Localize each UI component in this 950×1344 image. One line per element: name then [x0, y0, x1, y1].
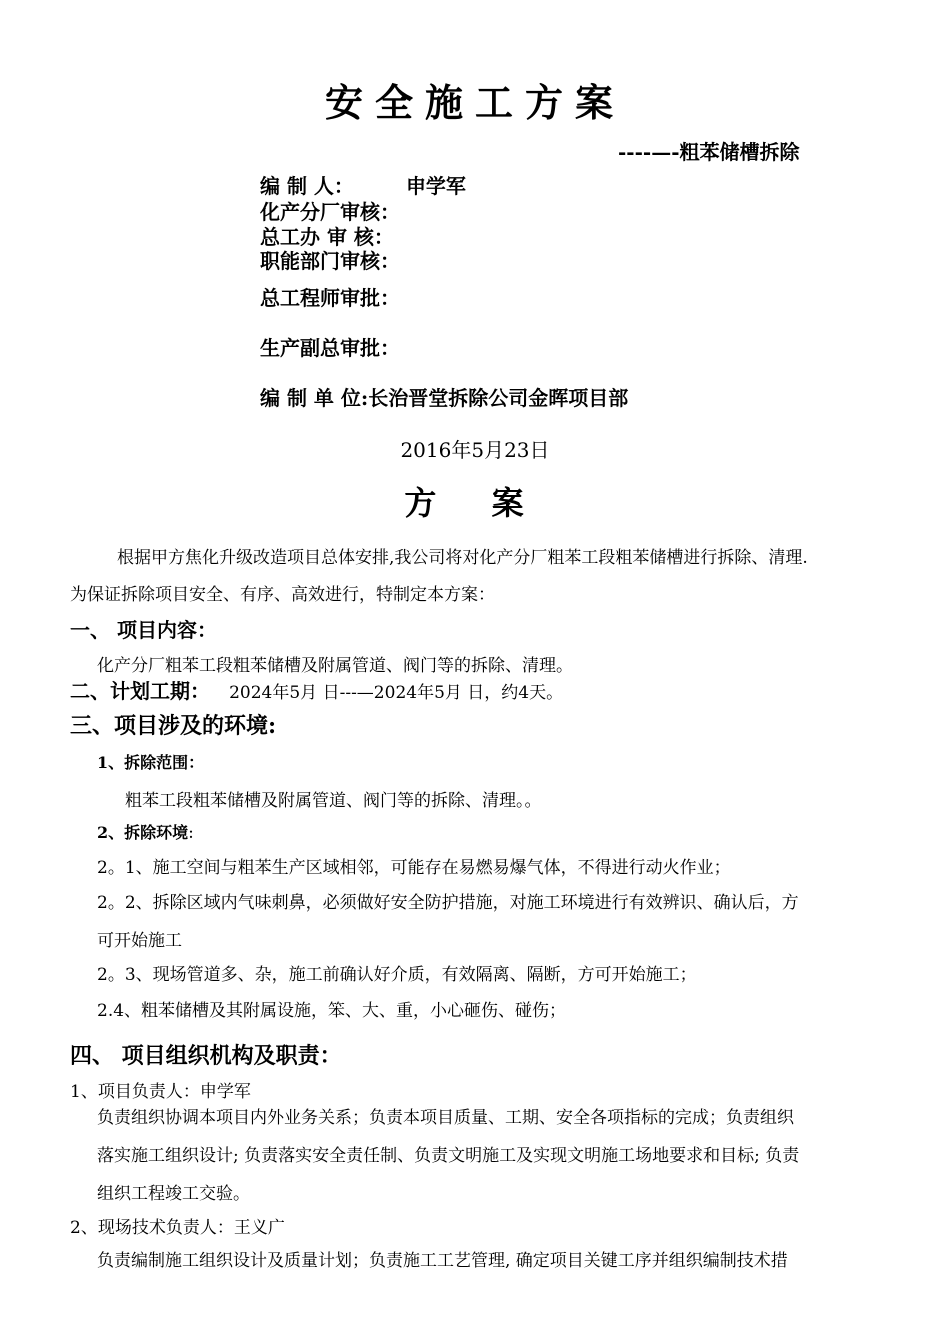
- document-subtitle: ----—-粗苯储槽拆除: [618, 140, 800, 164]
- section3-heading: 三、项目涉及的环境:: [70, 713, 277, 739]
- role1-title: 1、项目负责人：申学军: [70, 1082, 251, 1102]
- env-item-4: 2.4、粗苯储槽及其附属设施，笨、大、重，小心砸伤、碰伤；: [97, 1001, 567, 1021]
- env-item-3: 2。3、现场管道多、杂，施工前确认好介质，有效隔离、隔断，方可开始施工；: [97, 965, 697, 985]
- role2-line-1: 负责编制施工组织设计及质量计划；负责施工工艺管理, 确定项目关键工序并组织编制技术措: [97, 1251, 788, 1271]
- factory-review-label: 化产分厂审核：: [260, 200, 400, 224]
- env-item-2b: 可开始施工: [97, 931, 182, 951]
- section3-sub1-text: 粗苯工段粗苯储槽及附属管道、阀门等的拆除、清理。。: [125, 791, 542, 811]
- unit-label: 编 制 单 位:: [260, 386, 369, 410]
- section1-heading: 一、 项目内容：: [70, 618, 217, 642]
- section3-sub1-heading: 1、拆除范围：: [97, 753, 205, 772]
- chief-engineer-label: 总工程师审批：: [260, 286, 400, 310]
- role2-title: 2、现场技术负责人：王义广: [70, 1218, 285, 1238]
- plan-heading: 方 案: [404, 484, 546, 522]
- section3-sub2-heading: 2、拆除环境: [97, 823, 189, 842]
- section2-line: [70, 675, 563, 704]
- compiler-label: 编 制 人：: [260, 174, 354, 198]
- compiler-name: 申学军: [405, 174, 466, 198]
- document-date: 2016年5月23日: [400, 438, 550, 462]
- chief-office-review-label: 总工办 审 核：: [260, 225, 394, 249]
- dept-review-label: 职能部门审核：: [260, 249, 400, 273]
- intro-line-2: 为保证拆除项目安全、有序、高效进行，特制定本方案：: [70, 585, 495, 605]
- role1-line-2: 落实施工组织设计; 负责落实安全责任制、负责文明施工及实现文明施工场地要求和目标; 负责: [97, 1146, 800, 1166]
- section1-text: 化产分厂粗苯工段粗苯储槽及附属管道、阀门等的拆除、清理。: [97, 656, 573, 676]
- section3-sub2-line: [97, 820, 194, 843]
- document-title: 安全施工方案: [324, 80, 625, 125]
- env-item-2a: 2。2、拆除区域内气味刺鼻，必须做好安全防护措施，对施工环境进行有效辨识、确认后，方: [97, 893, 799, 913]
- unit-name: 长治晋堂拆除公司金晖项目部: [368, 386, 629, 410]
- env-item-1: 2。1、施工空间与粗苯生产区域相邻，可能存在易燃易爆气体，不得进行动火作业；: [97, 858, 731, 878]
- compiling-unit-line: [260, 386, 628, 410]
- deputy-gm-label: 生产副总审批：: [260, 336, 400, 360]
- section4-heading: 四、 项目组织机构及职责：: [70, 1043, 342, 1069]
- compiler-line: [260, 174, 466, 198]
- role1-line-3: 组织工程竣工交验。: [97, 1184, 250, 1204]
- role1-line-1: 负责组织协调本项目内外业务关系；负责本项目质量、工期、安全各项指标的完成；负责组织: [97, 1108, 794, 1128]
- intro-line-1: 根据甲方焦化升级改造项目总体安排,我公司将对化产分厂粗苯工段粗苯储槽进行拆除、清理.: [117, 548, 808, 568]
- section3-sub2-colon: :: [188, 823, 194, 843]
- section2-heading: 二、计划工期：: [70, 679, 210, 703]
- section2-text: 2024年5月 日---—2024年5月 日，约4天。: [229, 683, 564, 703]
